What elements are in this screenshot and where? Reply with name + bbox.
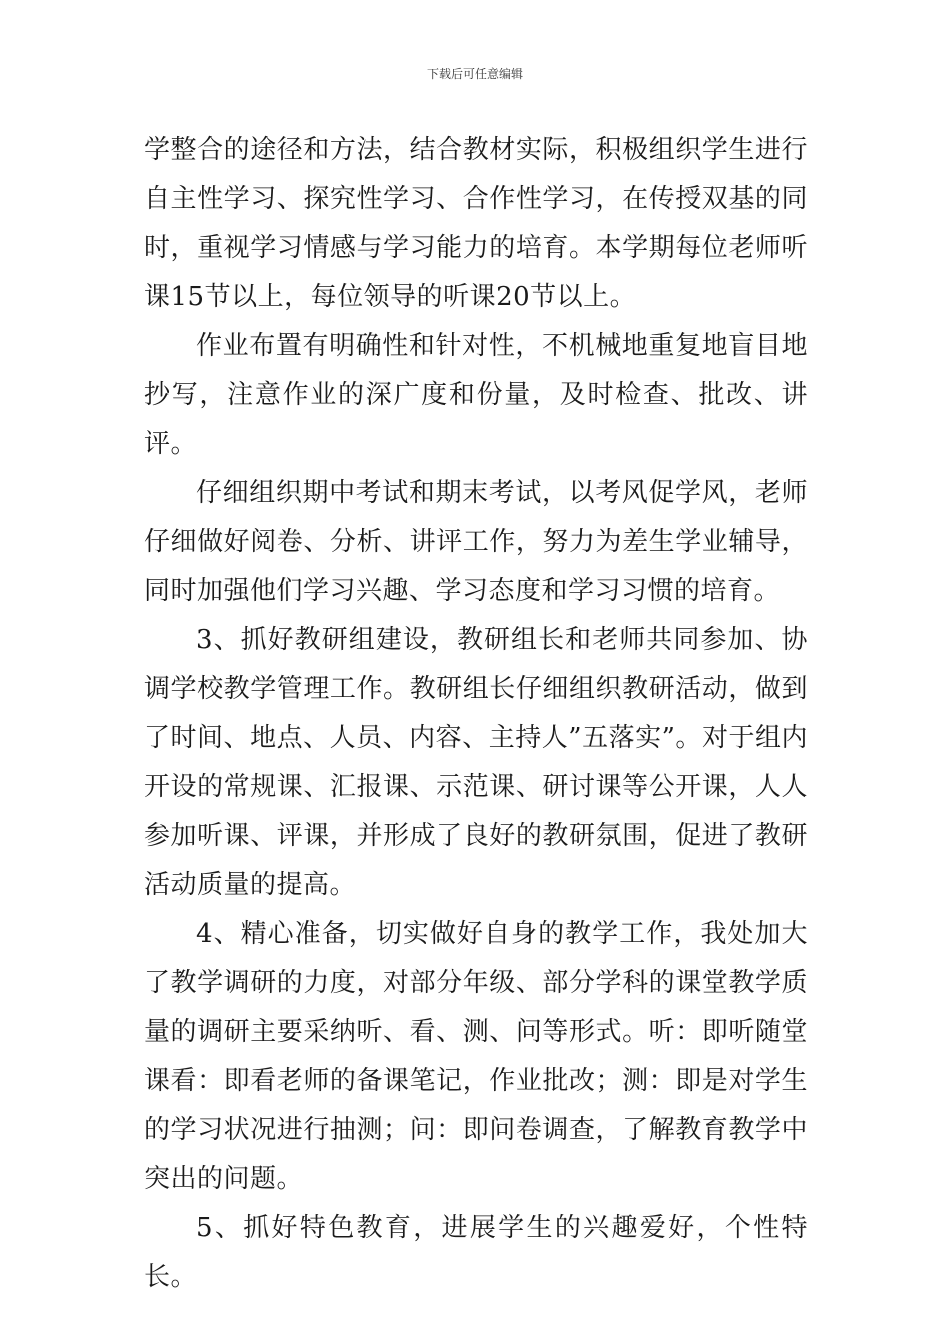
paragraph-item-5: 5、抓好特色教育，进展学生的兴趣爱好，个性特长。 (144, 1213, 808, 1292)
paragraph-item-3: 3、抓好教研组建设，教研组长和老师共同参加、协调学校教学管理工作。教研组长仔细组织教研活动，做到了时间、地点、人员、内容、主持人”五落实”。对于组内开设的常规课、汇报课、示范课、研讨课等公开课，人人参加听课、评课，并形成了良好的教研氛围，促进了教研活动质量的提高。 (144, 625, 808, 900)
paragraph-item-4: 4、精心准备，切实做好自身的教学工作，我处加大了教学调研的力度，对部分年级、部分学科的课堂教学质量的调研主要采纳听、看、测、问等形式。听：即听随堂课看：即看老师的备课笔记，作业批改；测：即是对学生的学习状况进行抽测；问：即问卷调查，了解教育教学中突出的问题。 (144, 919, 808, 1194)
paragraph-continued: 学整合的途径和方法，结合教材实际，积极组织学生进行自主性学习、探究性学习、合作性学习，在传授双基的同时，重视学习情感与学习能力的培育。本学期每位老师听课15节以上，每位领导的听课20节以上。 (144, 135, 808, 312)
page-header: 下载后可任意编辑 (426, 67, 523, 81)
document-body (144, 126, 808, 1302)
paragraph-homework: 作业布置有明确性和针对性，不机械地重复地盲目地抄写，注意作业的深广度和份量，及时检查、批改、讲评。 (144, 331, 808, 459)
paragraph-exams: 仔细组织期中考试和期末考试，以考风促学风，老师仔细做好阅卷、分析、讲评工作，努力为差生学业辅导，同时加强他们学习兴趣、学习态度和学习习惯的培育。 (144, 478, 808, 606)
